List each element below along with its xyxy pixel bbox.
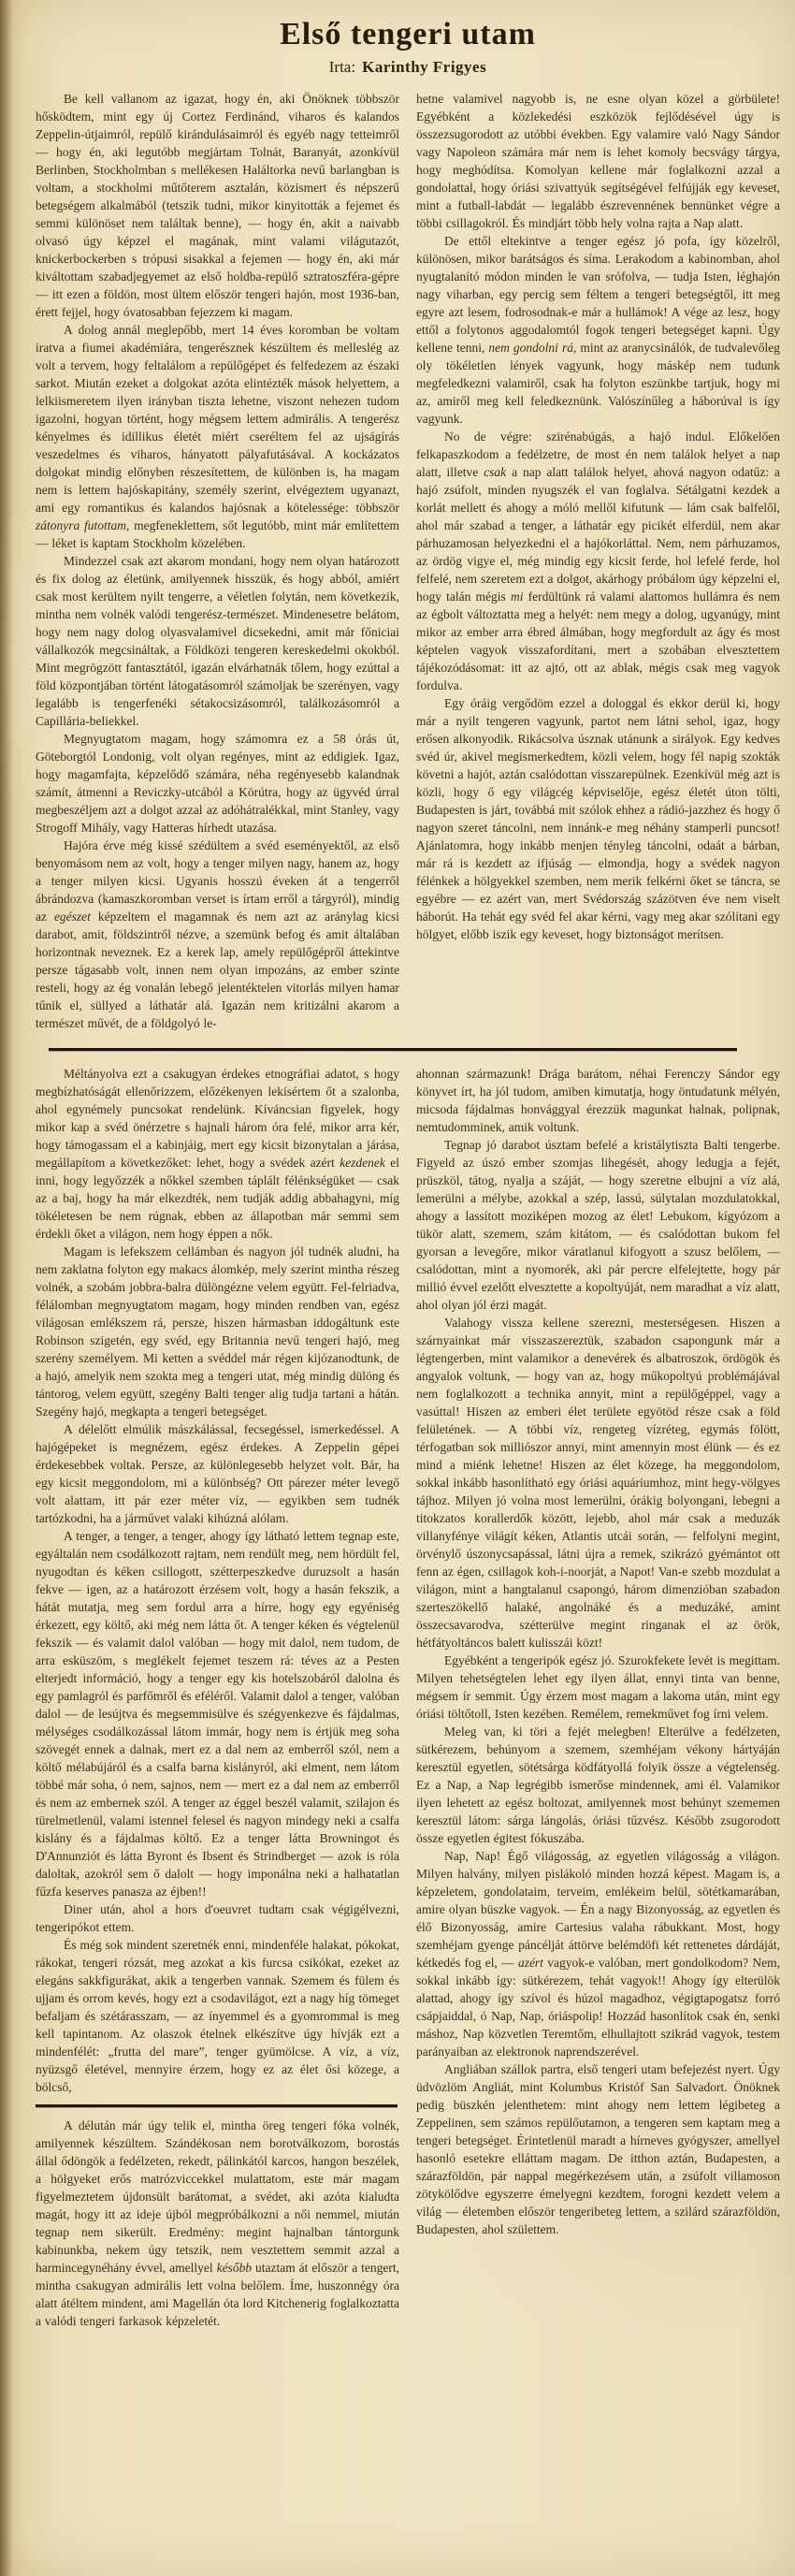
article-paragraph: És még sok mindent szeretnék enni, mindenféle halakat, pókokat, rákokat, tengeri rózsát, meg azokat a kis furcsa csikókat, ezeket az elegáns sakkfigurákat, akik a tengerben vannak. Szemem és fülem és ujjam és orrom kevés, hogy ezt a csodavilágot, ezt a nagy híg tömeget befaljam és szétárasszam, — az ínyemmel és a gyomrommal is meg kell tapintanom. Az olaszok ételnek elkészítve úgy hívják ezt a mindenfélét: „frutta del mare”, tenger gyümölcse. A víz, a víz, nyüzsgő életével, mennyire érzem, hogy ez az élet ősi közege, a bölcső,: [36, 1938, 399, 2094]
column-left-top: [36, 90, 399, 1032]
article-paragraph: Méltányolva ezt a csakugyan érdekes etnográfiai adatot, s hogy megbízhatóságát ellenőrizzem, előzékenyen lekísértem őt a szalonba, ahol egynémely puncsokat rendelünk. Kíváncsian figyelek, hogy mikor kap a svéd önérzetre s hajnali három óra felé, mikor arra kér, hogy támogassam el a kabinjáig, mert egy kicsit bizonytalan a járása, megállapítom a következőket: lehet, hogy a svédek azért kezdenek el inni, hogy legyőzzék a nőkkel szemben táplált félénkségüket — csak az a baj, hogy ha már elkezdték, nem tudják addig abbahagyni, míg tökéletesen be nem rúgnak, ebben az állapotban már semmi sem érdekli őket a világon, nem hogy éppen a nők.: [36, 1067, 399, 1241]
article-header: [36, 17, 780, 77]
column-right-top: [416, 90, 780, 1032]
article-part-1: [36, 90, 780, 1032]
article-paragraph: ahonnan származunk! Drága barátom, néhai Ferenczy Sándor egy könyvet írt, ha jól tudom, amiben kimutatja, hogy öntudatunk mélyén, micsoda fájdalmas honvággyal érezzük magunkat halnak, polipnak, nemtudomminek, amik voltunk.: [416, 1067, 780, 1134]
article-paragraph: No de végre: szirénabúgás, a hajó indul. Előkelően felkapaszkodom a fedélzetre, de most én nem találok helyet a nap alatt, illetve csak a nap alatt találok helyet, ahová nagyon odatűz: a hajó zsúfolt, minden nyugszék el van foglalva. Sétálgatni kezdek a korlát mellett és ahogy a móló mellől kifutunk — lám csak balfelől, ahol már szabad a tenger, a láthatár egy picikét elferdül, nem akar párhuzamosan helyezkedni el a hajókorláttal. Nem, nem párhuzamos, az ördög vigye el, még mindig egy kicsit ferde, hol lefelé ferde, hol felfelé, nem szeretem ezt a dolgot, akárhogy próbálom úgy képzelni el, hogy talán mégis mi ferdültünk rá valami alattomos hullámra és nem az égbolt változtatta meg a helyét: nem megy a dolog, ugyanúgy, mint mikor az ember arra ébred álmában, hogy megfordult az ágy és most képtelen vagyok visszafordítani, mert a szobában elvesztettem tájékozódásomat: itt az ajtó, ott az ablak, mégis csak meg vagyok fordulva.: [416, 429, 781, 692]
byline-author: Karinthy Frigyes: [362, 58, 487, 76]
article-paragraph: Valahogy vissza kellene szerezni, mesterségesen. Hiszen a szárnyainkat már visszaszereztük, szabadon csapongunk már a légtengerben, mint valamikor a denevérek és albatroszok, ördögök és angyalok voltunk, — hogy van az, hogy műkopoltyú problémájával nem foglalkozott a technika annyit, mint a repülőgéppel, vagy a vasúttal! Hiszen az emberi élet területe egyötöd része csak a föld felületének. — A többi víz, rengeteg vízréteg, egymás fölött, térfogatban sok milliószor annyi, mint amennyin most élünk — és ez mind a miénk lehetne! Hiszen az élet közege, ha meggondolom, sokkal inkább hasonlítható egy óriási aquáriumhoz, mint hegy-völgyes tájhoz. Milyen jó volna most lemerülni, órákig bolyongani, lebegni a titokzatos korallerdők között, lejebb, ahol már csak a meduzák villanyfénye világít kéken, Atlantis utcái során, — felfolyni megint, örvénylő úszonycsapással, látni újra a remek, szikrázó gyémántot ott fenn az égen, csillagok koh-i-noorját, a Napot! Van-e szebb mozdulat a világon, mint a hangtalanul csapongó, három dimenzióban szabadon szerteszökellő halaké, angolnáké és a meduzáké, amint összecsavarodva, szétterülve megint ringanak el az örök, hétfátyoltáncos balett kulisszái közt!: [416, 1316, 780, 1650]
article-paragraph: Megnyugtatom magam, hogy számomra ez a 58 órás út, Göteborgtól Londonig, volt olyan regényes, mint az eddigiek. Igaz, hogy magamfajta, képzelődő számára, néha regényesebb kalandnak számít, átmenni a Reviczky-utcából a Körútra, hogy az ügyvéd úrral megbeszéljem azt a dolgot azzal az adóhátralékkal, mint Stanley, vagy Strogoff Mihály, vagy Hatteras hírhedt utazása.: [36, 732, 399, 835]
article-paragraph: Diner után, ahol a hors d'oeuvret tudtam csak végigélvezni, tengeripókot ettem.: [36, 1902, 399, 1934]
article-paragraph: A tenger, a tenger, a tenger, ahogy így látható lettem tegnap este, egyáltalán nem csodálkozott rajtam, nem rendült meg, nem hördült fel, nyugodtan és kéken csillogott, szétterpeszkedve duruzsolt a hasán fekve — igen, az a határozott érzésem volt, hogy a hasán fekszik, a hátát mutatja, meg sem fordul arra a hírre, hogy egy egyéniség érkezett, egy költő, aki még nem látta őt. A tenger kéken és végtelenül fekszik — és valamit dalol valóban — hogy mit dalol, nem tudom, de arra esküszöm, s meglékelt fejemet teszem rá: téves az a Pesten elterjedt információ, hogy a tenger egy kis hotelszobáról dalolna és egy pamlagról és parfőmről és eféléről. Valamit dalol a tenger, valóban dalol — de lesújtva és megsemmisülve és szégyenkezve és fájdalmas, mélységes csodálkozással látom immár, hogy nem is értjük meg soha szövegét ennek a dalnak, mert ez a dal nem az emberről szól, nem a költő mélabújáról és a csalfa barna kislányról, aki elment, nem látom többé már soha, ó nem, sajnos, nem — mert ez a dal nem az emberről és nem az embernek szól. A tenger az éggel beszél valamit, szilajon és türelmetlenül, valami istennel felesel és nagyon mindegy neki a csalfa kislány és a fájdalmas költő. Ez a tenger látta Browningot és D'Annunziót és látta Byront és Ibsent és Strindberget — azok is róla daloltak, azokról sem ő dalolt — hogy imponálna neki a halhatatlan fűzfa keserves panasza az éjben!!: [36, 1529, 399, 1899]
article-paragraph: Egyébként a tengeripók egész jó. Szurokfekete levét is megittam. Milyen tehetségtelen lehet egy ilyen állat, ennyi tinta van benne, mégsem ír semmit. Úgy érzem most magam a lakoma után, mint egy óriási töltőtoll, Isten kezében. Remélem, remekművet fog írni velem.: [416, 1653, 780, 1721]
article-paragraph: Be kell vallanom az igazat, hogy én, aki Önöknek többször hősködtem, mint egy új Cortez Ferdinánd, viharos és kalandos Zeppelin-útjaimról, repülő kirándulásaimról és egyéb nagy tetteimről — hogy én, aki legutóbb megjártam Tolnát, Baranyát, azonkívül Berlinben, Stockholmban s mellékesen Haláltorka nevű barlangban is voltam, a stockholmi műtőterem asztalán, közismert és népszerű betegségem alkalmából (tetszik tudni, mikor kinyitották a fejemet és semmi különöset nem találtak benne), — hogy én, akit a naivabb olvasó úgy képzel el magának, mint valami világutazót, knickerbockerben s trópusi sisakkal a fejemen — hogy én, aki már kiváltottam szabadjegyemet az első holdba-repülő sztratoszféra-gépre — itt ezen a földön, most ültem először tengeri hajón, most 1936-ban, érett fejjel, hogy óvatosabban fejezzem ki magam.: [36, 92, 399, 319]
article-paragraph: A dolog annál meglepőbb, mert 14 éves koromban be voltam iratva a fiumei akadémiára, tengerésznek készültem és melleslég az volt a tervem, hogy feltalálom a repülőgépet és felfedezem az északi sarkot. Miután ezeket a dolgokat azóta elintézték mások helyettem, a lelkiismeretem ilyen irányban tiszta lehetne, viszont nehezen tudom igazolni, hogyan történt, hogy mégsem lettem admirális. A tengerész kényelmes és idillikus életét miért cseréltem fel az ujságírás veszedelmes és viharos, hányatott pályafutásával. A kockázatos dolgokat mindig előnyben részesítettem, de különben is, ha magam nem is lettem hajóskapitány, személy szerint, elvégeztem ugyanazt, ami egy romantikus és kalandos hajósnak a kötelessége: többször zátonyra futottam, megfeneklettem, sőt legutóbb, mint már említettem — léket is kaptam Stockholm közelében.: [36, 323, 399, 550]
article-paragraph: De ettől eltekintve a tenger egész jó pofa, így közelről, különösen, mikor barátságos és síma. Lerakodom a kabinomban, ahol nyugtalanító módon minden le van srófolva, — tudja Isten, léghajón nagy viharban, egy percig sem féltem a tengeri betegségtől, itt meg egyre azt lesem, fodrosodnak-e már a hullámok! A vége az lesz, hogy ettől a folytonos aggodalomtól fogok tengeri betegséget kapni. Úgy kellene tenni, nem gondolni rá, mint az aranycsinálók, de tudvalevőleg oly tökéletlen lények vagyunk, hogy máskép nem tudunk megfeledkezni valamiről, csak ha folyton eszünkbe tartjuk, hogy mi az, amiről meg kell feledkeznünk. Valószínűleg a háborúval is így vagyunk.: [416, 234, 780, 426]
section-divider-rule: [49, 1048, 737, 1051]
article-paragraph: Magam is lefekszem cellámban és nagyon jól tudnék aludni, ha nem zaklatna folyton egy makacs álomkép, mely szerint mintha részeg volnék, a szobám jobbra-balra dülöngézne velem együtt. Fel-felriadva, félálomban megnyugtatom magam, hogy minden rendben van, egész világosan emlékszem rá, persze, hiszen hármasban iddogáltunk este Robinson szigetén, egy svéd, egy Britannia nevű tengeri hajó, meg szerény személyem. Mi ketten a svéddel már régen kijózanodtunk, de a hajó, amelyik nem szokta meg a tengeri utat, még mindig dülöng és tántorog, velem együtt, szegény Balti tenger alig tudja tartani a hátán. Szegény hajó, megkapta a tengeri betegséget.: [36, 1244, 399, 1419]
article-paragraph: Meleg van, ki töri a fejét melegben! Elterülve a fedélzeten, sütkérezem, behúnyom a szemem, szemhéjam vékony hártyáján keresztül egyetlen, sötétsárga ködfátyollá folyik össze a végtelenség. Ez a Nap, a Nap legrégibb ismerőse mindennek, ami él. Valamikor ilyen lehetett az egész boltozat, amilyennek most behúnyt szememen keresztül látom: sárga lángolás, óriási tűzvész. Később zsugorodott össze egyetlen égitest fókuszába.: [416, 1725, 780, 1845]
column-right-bottom: [416, 1065, 780, 2330]
article-title: Első tengeri utam: [280, 17, 536, 51]
article-part-2: [36, 1065, 780, 2330]
article-byline: [36, 58, 780, 77]
article-paragraph: Tegnap jó darabot úsztam befelé a kristálytiszta Balti tengerbe. Figyeld az úszó ember szomjas lihegését, ahogy ledugja a fejét, prüszköl, tátog, nyalja a száját, — hogy szeretne elbujni a víz alá, lemerülni a mélybe, azokkal a szép, lassú, súlytalan mozdulatokkal, ahogy a lassított moziképen mozog az élet! Lebukom, kígyózom a tükör alatt, szemem, szám kitátom, — és csalódottan bukom fel gyorsan a levegőre, mikor váratlanul kifogyott a szusz belőlem, — csalódottan, mint a nyomorék, aki pár percre elfelejtette, hogy pár millió évvel ezelőtt elvesztette a kopoltyúját, nem maradhat a víz alatt, ahol olyan jól érzi magát.: [416, 1138, 780, 1312]
article-paragraph: Angliában szállok partra, első tengeri utam befejezést nyert. Úgy üdvözlöm Angliát, mint Kolumbus Kristóf San Salvadort. Önöknek pedig büszkén jelenthetem: mint ahogy nem lettem légibeteg a Zeppelinen, sem számos repülőutamon, a tengeren sem kaptam meg a tengeri betegséget. Érintetlenül maradt a hírneves gyógyszer, amellyel hasonló esetekre elláttam magam. De itthon aztán, Budapesten, a szárazföldön, pár nappal megérkezésem után, a zsúfolt villamoson zötykölődve egyszerre émelyegni kezdtem, forogni kezdett velem a világ — életemben először tengeribeteg lettem, a szilárd szárazföldön, Budapesten, ahol születtem.: [416, 2062, 780, 2236]
article-paragraph: hetne valamivel nagyobb is, ne esne olyan közel a görbülete! Egyébként a közlekedési eszközök fejlődésével úgy is összezsugorodott az utóbbi években. Egy valamire való Nagy Sándor vagy Napoleon számára már nem is lehet komoly becsvágy tárgya, hogy meghódítsa. Komolyan kellene már foglalkozni azzal a gondolattal, hogy óriási szivattyúk segítségével felfújják egy keveset, mint a futball-labdát — legalább észrevennének bennünket végre a többi csillagokról. És mindjárt több hely volna rajta a Nap alatt.: [416, 92, 780, 230]
byline-prefix: Irta:: [328, 58, 356, 76]
page-edge-shadow: [0, 0, 13, 2576]
article-paragraph: Nap, Nap! Égő világosság, az egyetlen világosság a világon. Milyen halvány, milyen pislákoló minden hozzá képest. Magam is, a képzeletem, gondolataim, terveim, emlékeim belül, sötétkamarában, amire olyan büszke vagyok. — Én a nagy Bizonyosság, az egyetlen és élő Bizonyosság, amire Cartesius valaha rábukkant. Most, hogy szemhéjam gyenge páncélját áttörve belémdöfi két rettenetes dárdáját, kétkedés fog el, — azért vagyok-e valóban, mert gondolkodom? Nem, sokkal inkább így: sütkérezem, tehát vagyok!! Ahogy így elterülök alattad, ahogy így szívol és húzol magadhoz, végigtapogatsz forró csápjaiddal, ó Nap, Nap, óriáspolip! Hozzád hasonlítok csak én, senki máshoz, Nap közvetlen Teremtőm, elhullajtott szikrád vagyok, testem parányaiban az elektronok naprendszerével.: [416, 1849, 780, 2059]
left-column-divider-rule: [36, 2104, 398, 2107]
column-left-bottom: [36, 1065, 399, 2330]
article-paragraph: A délelőtt elmúlik mászkálással, fecsegéssel, ismerkedéssel. A hajógépeket is megnézem, egész érdekes. A Zeppelin gépei érdekesebbek voltak. Persze, az különlegesebb helyzet volt. Bár, ha egy kicsit meggondolom, mi a különbség? Ott párezer méter levegő volt alattam, itt pár ezer méter víz, — egyikben sem tudnék tartózkodni, ha a járművet valaki kihúzná alólam.: [36, 1422, 399, 1525]
article-paragraph: Egy óráig vergődöm ezzel a dologgal és ekkor derül ki, hogy már a nyilt tengeren vagyunk, partot nem látni sehol, igaz, hogy erősen alkonyodik. Rikácsolva úsznak utánunk a sirályok. Egy kedves svéd úr, akivel megismerkedtem, közli velem, hogy fél napig szokták követni a hajót, aztán csalódottan visszarepülnek. Ezenkívül még azt is közli, hogy ő egy világcég képviselője, egész életét úton tölti, Budapesten is járt, továbbá mit szólok ehhez a rádió-jazzhez és hogy ő nagyon szeret táncolni, nem innánk-e meg néhány stamperli puncsot! Ajánlatomra, hogy inkább menjen tényleg táncolni, odaát a bárban, már rá is kezdett az ifjúság — elmondja, hogy a svédek nagyon félénkek a hölgyekkel szemben, nem merik felkérni őket se táncra, se egyébre — ez azért van, mert Svédország százötven éve nem viselt háborút. Ha tehát egy svéd fel akar kérni, vagy meg akar szólítani egy hölgyet, előbb iszik egy keveset, hogy biztonságot merítsen.: [416, 696, 780, 941]
article-paragraph: Hajóra érve még kissé szédültem a svéd eseményektől, az első benyomásom nem az volt, hogy a tenger milyen nagy, hanem az, hogy a tenger milyen kicsi. Ugyanis hosszú éveken át a tengerről ábrándozva (kamaszkoromban verset is írtam erről a tárgyról), mindig az egészet képzeltem el magamnak és nem azt az aránylag kicsi darabot, amit, földszintről nézve, a szemünk befog és amit általában horizontnak neveznek. Ez a kerek lap, amely repülőgépről áttekintve persze tágasabb volt, innen nem olyan impozáns, az ember szinte resteli, hogy az ég vonalán lebegő jelentéktelen vitorlás milyen hamar tűnik el, süllyed a láthatár alá. Igazán nem kritizálni akarom a természet művét, de a földgolyó le-: [36, 838, 400, 1030]
article-paragraph: Mindezzel csak azt akarom mondani, hogy nem olyan határozott és fix dolog az életünk, amilyennek hisszük, és hogy abból, amiért csak most kerültem nyilt tengerre, a véletlen folytán, nem következik, mintha nem volnék valódi tengerész-természet. Mindenesetre belátom, hogy nem nagy dolog olyasvalamivel dicsekedni, amit már főniciai vállalkozók megcsináltak, a Földközi tengeren kereskedelmi okokból. Mint megrögzött fantasztától, igazán elvárhatnák tőlem, hogy ezúttal a föld központjában történt látogatásomról számoljak be szerényen, vagy legalább is tengerfenéki sétakocsizásomról, találkozásomról a Capillária-beliekkel.: [36, 554, 399, 728]
article-paragraph: A délután már úgy telik el, mintha öreg tengeri fóka volnék, amilyennek készültem. Szándékosan nem borotválkozom, borostás állal ődöngök a fedélzeten, rekedt, pálinkától karcos, hangon beszélek, a hölgyeket erős matrózviccekkel mulattatom, este már magam figyelmeztetem újdonsült barátomat, a svédet, aki azóta kialudta magát, hogy itt az ideje újból megpróbálkozni a női nemmel, miután tegnap nem sikerült. Eredmény: megint hajnalban tántorgunk kabinunkba, nekem úgy tetszik, nem vesztettem semmit azzal a harmincegynéhány évvel, amellyel később utaztam át először a tengert, mintha csakugyan admirális lett volna belőlem. Íme, huszonnégy óra alatt átéltem mindent, ami Magellán óta lord Kitchenerig foglalkoztatta a valódi tengeri farkasok képzeletét.: [36, 2118, 399, 2328]
